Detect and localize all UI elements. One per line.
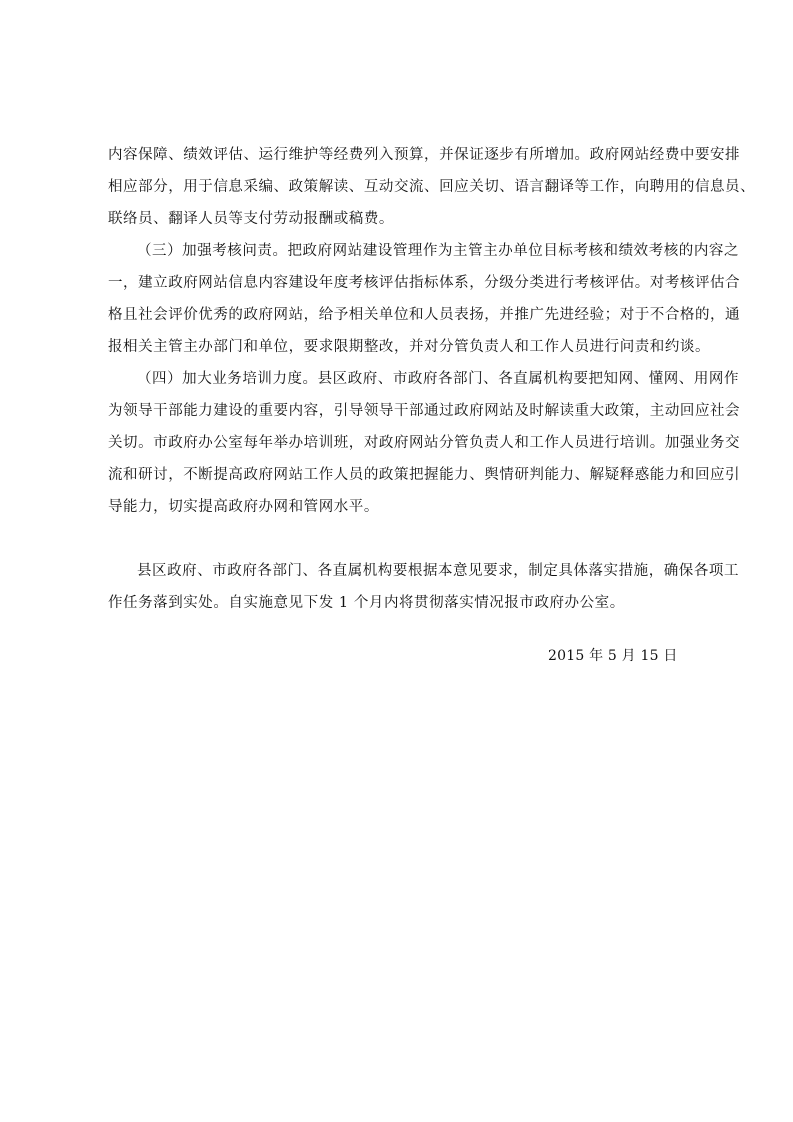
- paragraph-2-line-4: 报相关主管主办部门和单位，要求限期整改，并对分管负责人和工作人员进行问责和约谈。: [108, 339, 710, 355]
- paragraph-3-line-2: 为领导干部能力建设的重要内容，引导领导干部通过政府网站及时解读重大政策，主动回应社会: [108, 403, 741, 419]
- paragraph-4-line-2: 作任务落到实处。自实施意见下发 1 个月内将贯彻落实情况报市政府办公室。: [108, 595, 625, 611]
- document-date: 2015 年 5 月 15 日: [548, 648, 678, 664]
- paragraph-1-line-2: 相应部分，用于信息采编、政策解读、互动交流、回应关切、语言翻译等工作，向聘用的信息员、: [108, 179, 756, 195]
- paragraph-3-line-1: （四）加大业务培训力度。县区政府、市政府各部门、各直属机构要把知网、懂网、用网作: [137, 371, 739, 387]
- paragraph-2-line-2: 一，建立政府网站信息内容建设年度考核评估指标体系，分级分类进行考核评估。对考核评估合: [108, 275, 741, 291]
- paragraph-3-line-4: 流和研讨，不断提高政府网站工作人员的政策把握能力、舆情研判能力、解疑释惑能力和回应引: [108, 467, 741, 483]
- paragraph-2-line-3: 格且社会评价优秀的政府网站，给予相关单位和人员表扬，并推广先进经验；对于不合格的，通: [108, 307, 741, 323]
- paragraph-3-line-5: 导能力，切实提高政府办网和管网水平。: [108, 499, 379, 515]
- paragraph-2-line-1: （三）加强考核问责。把政府网站建设管理作为主管主办单位目标考核和绩效考核的内容之: [137, 243, 739, 259]
- paragraph-1-line-3: 联络员、翻译人员等支付劳动报酬或稿费。: [108, 211, 394, 227]
- paragraph-3-line-3: 关切。市政府办公室每年举办培训班，对政府网站分管负责人和工作人员进行培训。加强业务交: [108, 435, 741, 451]
- paragraph-4-line-1: 县区政府、市政府各部门、各直属机构要根据本意见要求，制定具体落实措施，确保各项工: [137, 563, 739, 579]
- paragraph-1-line-1: 内容保障、绩效评估、运行维护等经费列入预算，并保证逐步有所增加。政府网站经费中要安排: [108, 147, 741, 163]
